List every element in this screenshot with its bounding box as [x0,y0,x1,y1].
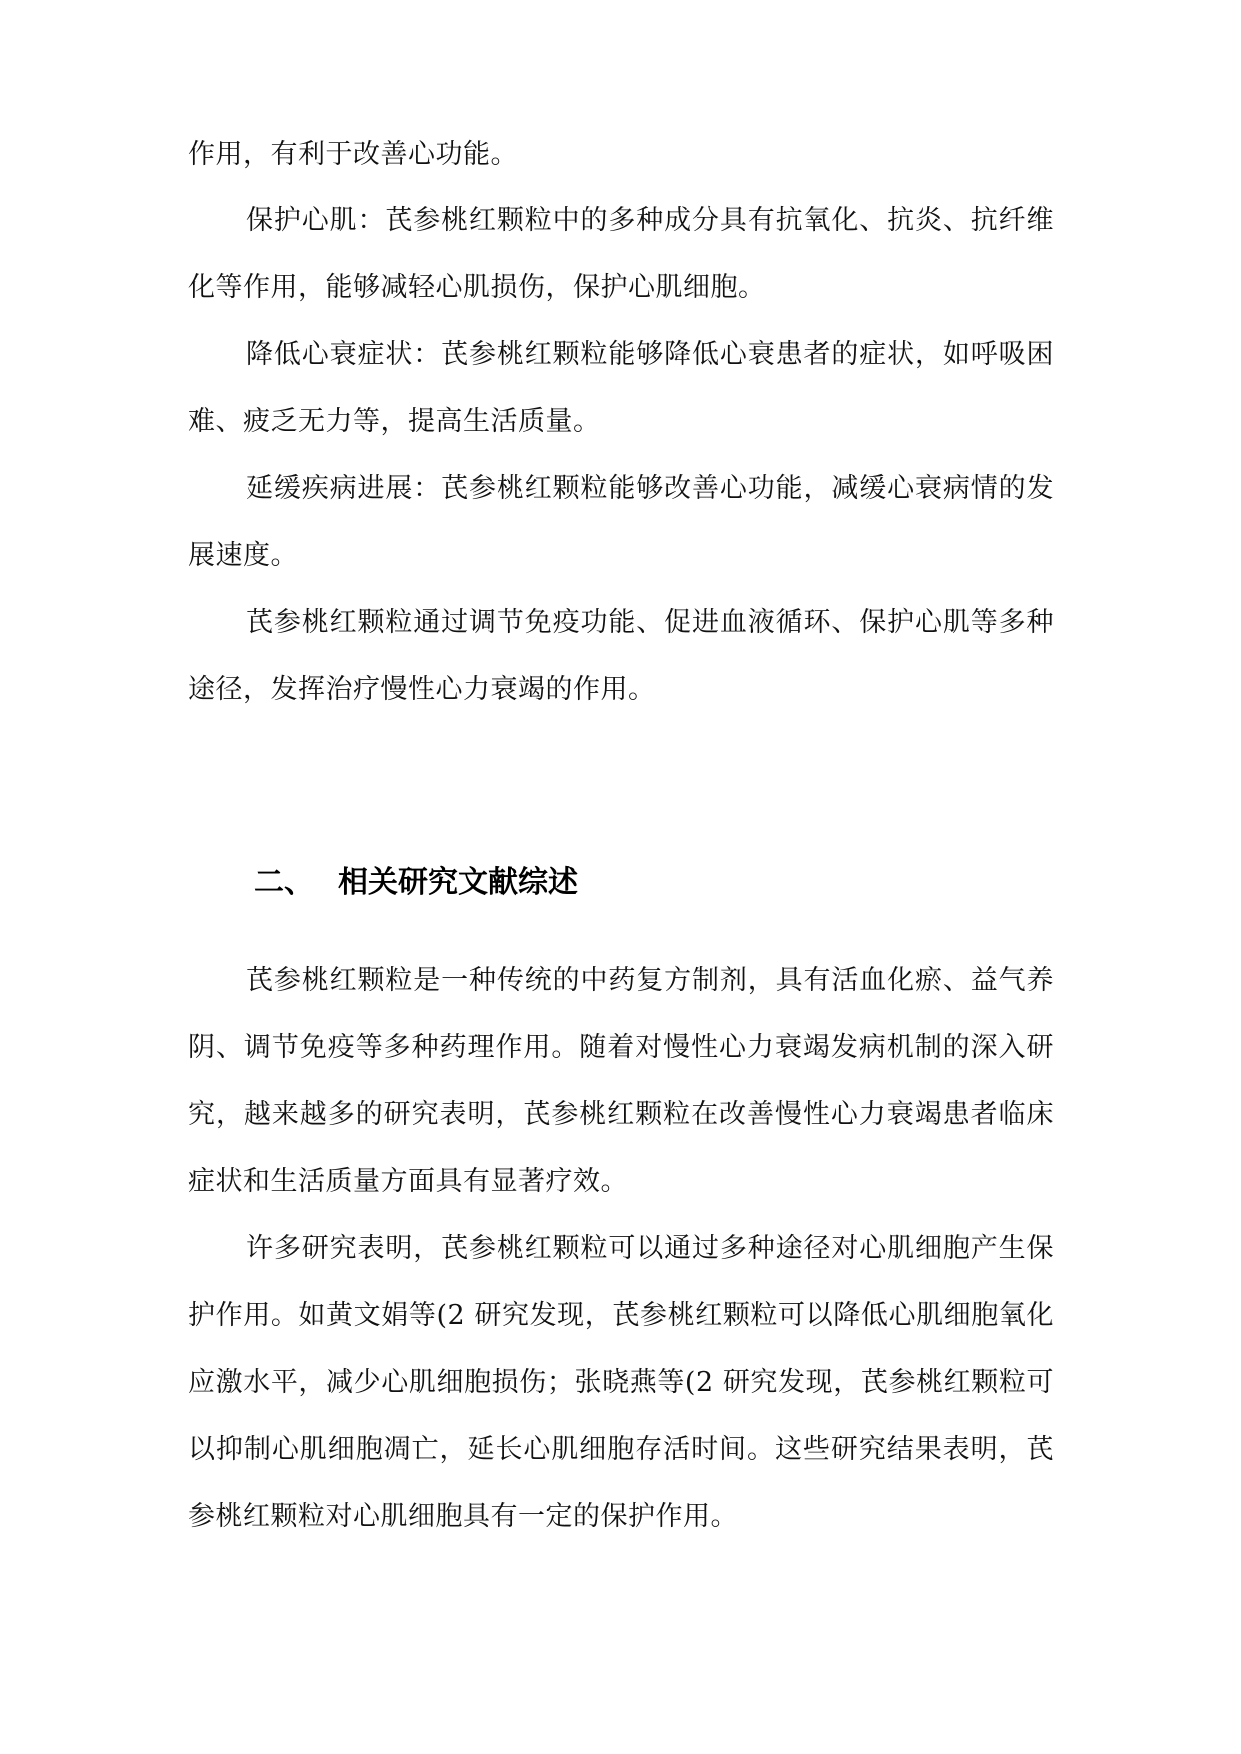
paragraph-continuation: 作用，有利于改善心功能。 [188,139,518,170]
paragraph-cardiomyocyte-research: 许多研究表明，芪参桃红颗粒可以通过多种途径对心肌细胞产生保护作用。如黄文娟等(2 研究发现，芪参桃红颗粒可以降低心肌细胞氧化应激水平，减少心肌细胞损伤；张晓燕等(2 研究发现，芪参桃红颗粒可以抑制心肌细胞凋亡，延长心肌细胞存活时间。这些研究结果表明，芪参桃红颗粒对心肌细胞具有一定的保护作用。 [188,1233,1054,1532]
paragraph-summary: 芪参桃红颗粒通过调节免疫功能、促进血液循环、保护心肌等多种途径，发挥治疗慢性心力衰竭的作用。 [188,607,1054,705]
paragraph-reduce-symptoms: 降低心衰症状：芪参桃红颗粒能够降低心衰患者的症状，如呼吸困难、疲乏无力等，提高生活质量。 [188,339,1054,437]
paragraph-protect-myocardium: 保护心肌：芪参桃红颗粒中的多种成分具有抗氧化、抗炎、抗纤维化等作用，能够减轻心肌损伤，保护心肌细胞。 [188,205,1054,303]
section-number: 二、 [254,865,314,900]
paragraph-delay-progression: 延缓疾病进展：芪参桃红颗粒能够改善心功能，减缓心衰病情的发展速度。 [188,473,1054,571]
section-heading [254,860,578,906]
paragraph-review-intro: 芪参桃红颗粒是一种传统的中药复方制剂，具有活血化瘀、益气养阴、调节免疫等多种药理作用。随着对慢性心力衰竭发病机制的深入研究，越来越多的研究表明，芪参桃红颗粒在改善慢性心力衰竭患者临床症状和生活质量方面具有显著疗效。 [188,965,1054,1197]
section-title: 相关研究文献综述 [338,865,578,900]
